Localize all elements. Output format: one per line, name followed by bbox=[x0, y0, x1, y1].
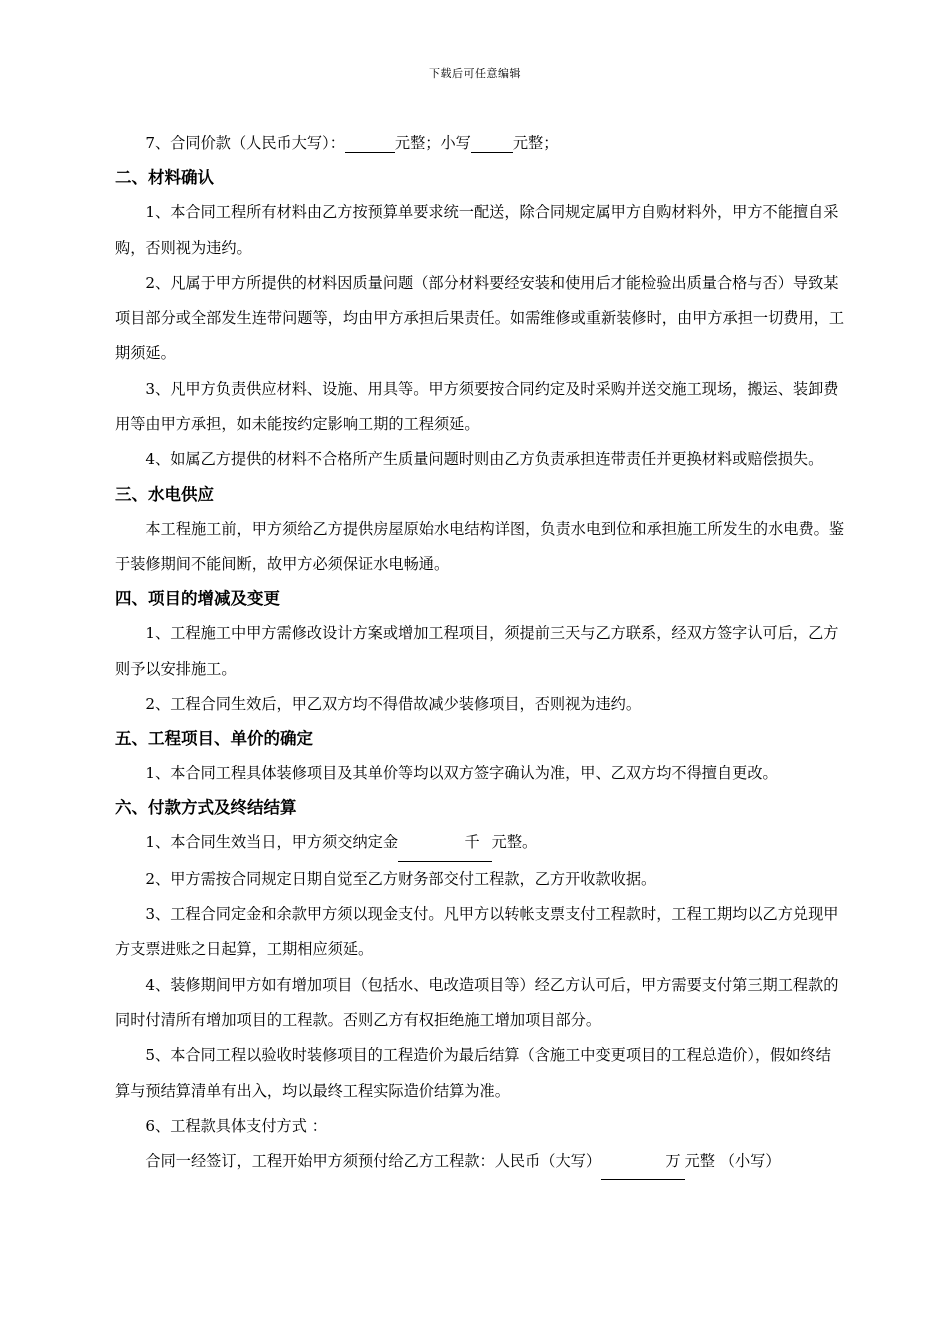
section-title-payment: 六、付款方式及终结结算 bbox=[115, 798, 297, 818]
contract-price-line bbox=[115, 126, 845, 161]
deposit-amount-blank[interactable] bbox=[398, 825, 492, 861]
advance-unit-tenthousand: 万 bbox=[665, 1152, 681, 1171]
contract-price-prefix: 7、合同价款（人民币大写）： bbox=[145, 134, 345, 152]
change-clause-2: 2、工程合同生效后，甲乙双方均不得借故减少装修项目，否则视为违约。 bbox=[145, 694, 642, 713]
material-clause-1: 1、本合同工程所有材料由乙方按预算单要求统一配送，除合同规定属甲方自购材料外，甲方不能擅自采购，否则视为违约。 bbox=[115, 203, 839, 257]
payment-clause-3: 3、工程合同定金和余款甲方须以现金支付。凡甲方以转帐支票支付工程款时，工程工期均以乙方兑现甲方支票进账之日起算，工期相应须延。 bbox=[115, 905, 839, 959]
payment-clause-1 bbox=[115, 825, 845, 861]
material-clause-2: 2、凡属于甲方所提供的材料因质量问题（部分材料要经安装和使用后才能检验出质量合格与否）导致某项目部分或全部发生连带问题等，均由甲方承担后果责任。如需维修或重新装修时，由甲方承担一切费用，工期须延。 bbox=[115, 273, 844, 363]
deposit-unit-thousand: 千 bbox=[464, 833, 480, 852]
payment-clause-7-suffix: 元整 （小写） bbox=[684, 1152, 781, 1171]
payment-clause-4: 4、装修期间甲方如有增加项目（包括水、电改造项目等）经乙方认可后，甲方需要支付第三期工程款的同时付清所有增加项目的工程款。否则乙方有权拒绝施工增加项目部分。 bbox=[115, 975, 839, 1029]
change-clause-1: 1、工程施工中甲方需修改设计方案或增加工程项目，须提前三天与乙方联系，经双方签字认可后，乙方则予以安排施工。 bbox=[115, 624, 839, 678]
contract-price-unit1: 元整；小写 bbox=[394, 134, 471, 152]
contract-price-unit2: 元整； bbox=[512, 134, 559, 152]
section-title-material: 二、材料确认 bbox=[115, 168, 214, 188]
advance-amount-blank[interactable] bbox=[601, 1144, 685, 1180]
section-title-unit-price: 五、工程项目、单价的确定 bbox=[115, 729, 313, 749]
payment-clause-6: 6、工程款具体支付方式 ： bbox=[145, 1116, 327, 1135]
material-clause-4: 4、如属乙方提供的材料不合格所产生质量问题时则由乙方负责承担连带责任并更换材料或赔偿损失。 bbox=[145, 450, 824, 469]
payment-clause-7-prefix: 合同一经签订，工程开始甲方须预付给乙方工程款：人民币（大写） bbox=[145, 1152, 602, 1171]
payment-clause-1-prefix: 1、本合同生效当日，甲方须交纳定金 bbox=[145, 833, 399, 852]
payment-clause-1-suffix: 元整。 bbox=[491, 833, 538, 852]
water-clause-1: 本工程施工前，甲方须给乙方提供房屋原始水电结构详图，负责水电到位和承担施工所发生的水电费。鉴于装修期间不能间断，故甲方必须保证水电畅通。 bbox=[115, 519, 845, 573]
material-clause-3: 3、凡甲方负责供应材料、设施、用具等。甲方须要按合同约定及时采购并送交施工现场，搬运、装卸费用等由甲方承担，如未能按约定影响工期的工程须延。 bbox=[115, 379, 839, 434]
section-title-change: 四、项目的增减及变更 bbox=[115, 589, 280, 609]
price-lowercase-blank[interactable] bbox=[471, 135, 513, 153]
unit-price-clause-1: 1、本合同工程具体装修项目及其单价等均以双方签字确认为准，甲、乙双方均不得擅自更改。 bbox=[145, 764, 778, 783]
payment-clause-7 bbox=[115, 1144, 845, 1180]
page-header: 下载后可任意编辑 bbox=[429, 67, 521, 80]
document-body bbox=[115, 126, 845, 1180]
payment-clause-2: 2、甲方需按合同规定日期自觉至乙方财务部交付工程款，乙方开收款收据。 bbox=[145, 869, 657, 888]
payment-clause-5: 5、本合同工程以验收时装修项目的工程造价为最后结算（含施工中变更项目的工程总造价），假如终结算与预结算清单有出入，均以最终工程实际造价结算为准。 bbox=[115, 1046, 831, 1100]
price-uppercase-blank[interactable] bbox=[345, 135, 395, 153]
section-title-water: 三、水电供应 bbox=[115, 484, 214, 504]
